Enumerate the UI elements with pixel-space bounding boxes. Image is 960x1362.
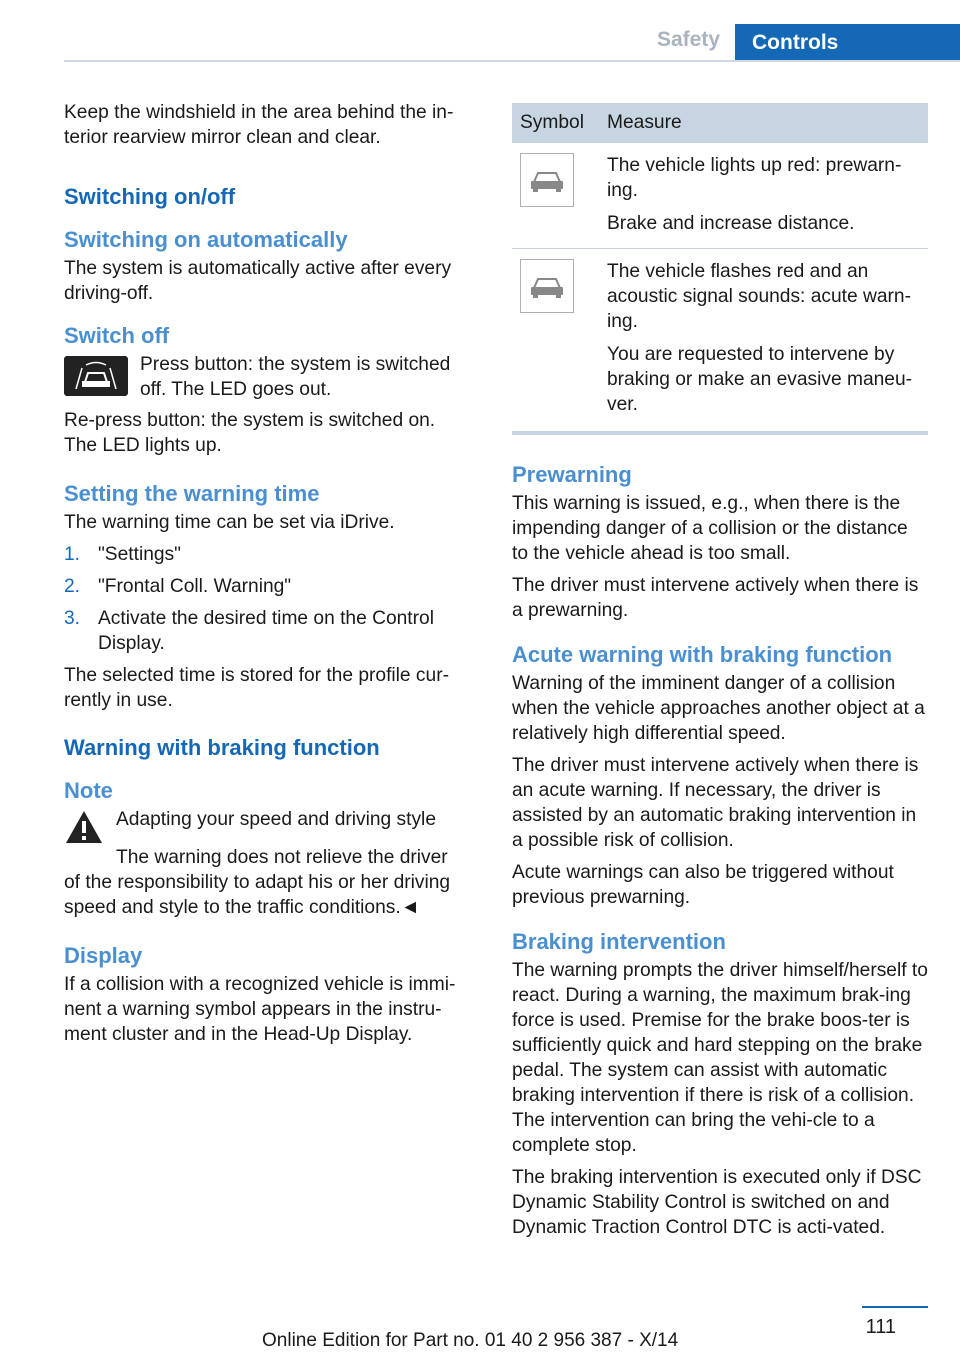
braking-function-heading: Warning with braking function	[64, 735, 380, 760]
header-chapter: Controls	[735, 24, 960, 62]
prewarning-text: This warning is issued, e.g., when there is the impending danger of a collision or the distance to the vehicle ahead is too small.	[512, 493, 908, 564]
prewarning-heading: Prewarning	[512, 462, 632, 487]
step-number: 1.	[64, 544, 81, 565]
display-heading: Display	[64, 943, 143, 968]
right-column	[512, 100, 928, 1247]
table-end-rule	[512, 431, 928, 435]
display-text: If a collision with a recognized vehicle is immi-nent a warning symbol appears in the instru-ment cluster and in the Head-Up Display.	[64, 974, 456, 1045]
left-column	[64, 100, 468, 1054]
step-text: Activate the desired time on the Control Display.	[98, 608, 434, 654]
table-row	[512, 249, 928, 430]
list-item	[64, 574, 468, 599]
repress-text: Re-press button: the system is switched on. The LED lights up.	[64, 410, 436, 456]
switch-off-row	[64, 352, 468, 402]
footer-rule	[862, 1306, 928, 1308]
warning-triangle-icon	[64, 809, 104, 845]
step-number: 2.	[64, 576, 81, 597]
table-row	[512, 143, 928, 249]
acute-text-2: The driver must intervene actively when there is an acute warning. If necessary, the driver is assisted by an automatic braking intervention in a possible risk of collision.	[512, 755, 919, 851]
step-text: "Settings"	[98, 544, 181, 565]
list-item	[64, 542, 468, 567]
note-text: The warning does not relieve the driver of the responsibility to adapt his or her driving speed and style to the traffic conditions.◄	[64, 847, 451, 918]
header-divider	[64, 60, 960, 62]
header-section: Safety	[656, 28, 720, 51]
acute-text: Warning of the imminent danger of a collision when the vehicle approaches another object at a relatively high differential speed.	[512, 673, 925, 744]
list-item	[64, 606, 468, 656]
table-cell-text: Brake and increase distance.	[607, 213, 855, 234]
acute-text-3: Acute warnings can also be triggered without previous prewarning.	[512, 862, 894, 908]
step-text: "Frontal Coll. Warning"	[98, 576, 292, 597]
collision-warning-button-icon	[64, 356, 128, 396]
car-icon	[520, 153, 574, 207]
page-header	[0, 0, 960, 64]
table-cell-text: You are requested to intervene by braking or make an evasive maneu-ver.	[607, 344, 913, 415]
prewarning-text-2: The driver must intervene actively when there is a prewarning.	[512, 575, 919, 621]
edition-text: Online Edition for Part no. 01 40 2 956 387 - X/14	[262, 1330, 679, 1351]
warning-time-text: The warning time can be set via iDrive.	[64, 512, 395, 533]
intro-text: Keep the windshield in the area behind the in-terior rearview mirror clean and clear.	[64, 102, 454, 148]
note-heading: Note	[64, 778, 113, 803]
switch-off-heading: Switch off	[64, 323, 170, 348]
table-header-measure: Measure	[599, 103, 928, 143]
note-subheading: Adapting your speed and driving style	[116, 809, 436, 830]
car-icon	[520, 259, 574, 313]
stored-text: The selected time is stored for the profile cur-rently in use.	[64, 665, 449, 711]
table-header-symbol: Symbol	[512, 103, 599, 143]
switch-off-text: Press button: the system is switched off. The LED goes out.	[140, 354, 451, 400]
acute-heading: Acute warning with braking function	[512, 642, 893, 667]
symbol-table	[512, 103, 928, 429]
braking-intervention-heading: Braking intervention	[512, 929, 726, 954]
switching-heading: Switching on/off	[64, 184, 236, 209]
auto-text: The system is automatically active after every driving-off.	[64, 258, 452, 304]
steps-list	[64, 542, 468, 656]
table-cell-text: The vehicle lights up red: prewarn-ing.	[607, 155, 902, 201]
step-number: 3.	[64, 608, 81, 629]
note-row	[64, 807, 468, 845]
warning-time-heading: Setting the warning time	[64, 481, 320, 506]
page-number: 111	[865, 1316, 896, 1338]
braking-text: The warning prompts the driver himself/herself to react. During a warning, the maximum brak-ing force is used. Premise for the brake boos-ter is sufficiently quick and hard stepping on the brake pedal. The system can assist with automatic braking intervention if there is risk of a collision. The intervention can bring the vehi-cle to a complete stop.	[512, 960, 928, 1156]
table-cell-text: The vehicle flashes red and an acoustic signal sounds: acute warn-ing.	[607, 261, 911, 332]
braking-text-2: The braking intervention is executed only if DSC Dynamic Stability Control is switched on and Dynamic Traction Control DTC is acti-vated.	[512, 1167, 922, 1238]
auto-heading: Switching on automatically	[64, 227, 348, 252]
